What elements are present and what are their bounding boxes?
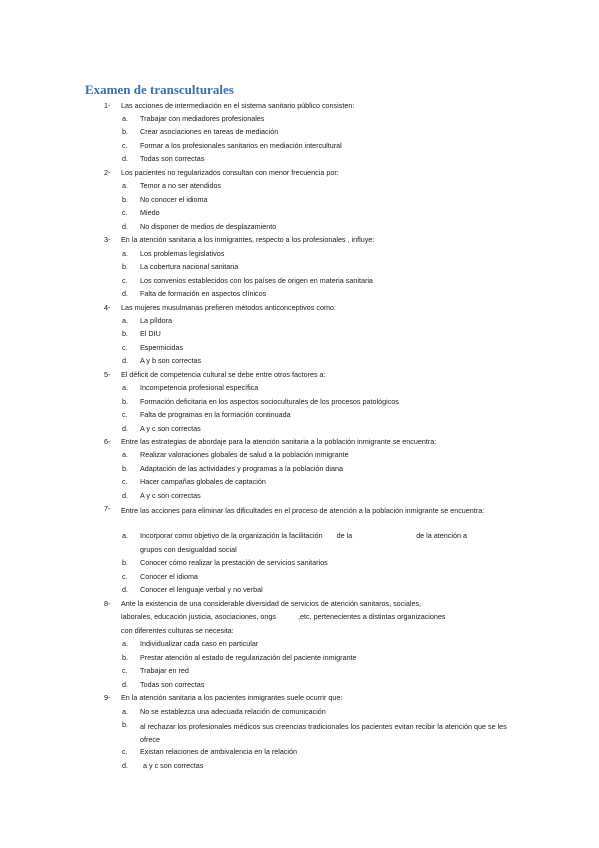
option-letter: c. [122,410,128,419]
question-text-continued [121,612,445,621]
option-text: No conocer el idioma [140,195,208,204]
option-text: Formar a los profesionales sanitarios en mediación intercultural [140,141,342,150]
option-text: Los convenios establecidos con los países de origen en materia sanitaria [140,276,373,285]
option-letter: d. [122,761,128,770]
option-text-part: Incorporar como objetivo de la organización la facilitación [140,531,323,540]
option-letter: d. [122,585,128,594]
option-text: Falta de formación en aspectos clínicos [140,289,267,298]
option-letter: c. [122,276,128,285]
option-letter: b. [122,720,128,729]
option-text: Crear asociaciones en tareas de mediación [140,127,279,136]
option-text: No se establezca una adecuada relación de comunicación [140,707,326,716]
option-text: La píldora [140,316,172,325]
question-number: 5- [104,370,111,379]
option-letter: d. [122,222,128,231]
option-letter: d. [122,680,128,689]
option-text-continued: grupos con desigualdad social [140,545,237,554]
question-text: Los pacientes no regularizados consultan con menor frecuencia por: [121,168,339,177]
option-letter: a. [122,383,128,392]
option-text: Todas son correctas [140,154,205,163]
option-text: Falta de programas en la formación continuada [140,410,291,419]
option-text: Conocer el lenguaje verbal y no verbal [140,585,263,594]
option-text: Conocer cómo realizar la prestación de servicios sanitarios [140,558,328,567]
option-letter: d. [122,154,128,163]
question-text: El déficit de competencia cultural se debe entre otros factores a: [121,370,326,379]
option-letter: a. [122,531,128,540]
option-letter: a. [122,316,128,325]
question-text: Las acciones de intermediación en el sistema sanitario público consisten: [121,101,355,110]
question-text: Las mujeres musulmanas prefieren métodos anticonceptivos como: [121,303,336,312]
option-letter: a. [122,707,128,716]
option-letter: c. [122,208,128,217]
option-text: A y c son correctas [140,424,201,433]
option-letter: d. [122,491,128,500]
question-text: En la atención sanitaria a los pacientes inmigrantes suele ocurrir que: [121,693,343,702]
question-text: En la atención sanitaria a los inmigrantes, respecto a los profesionales , influye: [121,235,375,244]
option-letter: b. [122,558,128,567]
option-letter: b. [122,397,128,406]
option-text: A y c son correctas [140,491,201,500]
option-text: Individualizar cada caso en particular [140,639,259,648]
option-letter: c. [122,572,128,581]
option-text: Adaptación de las actividades y programas a la población diana [140,464,343,473]
option-text [140,531,467,540]
option-text: No disponer de medios de desplazamiento [140,222,277,231]
option-text: Trabajar con mediadores profesionales [140,114,265,123]
option-letter: b. [122,464,128,473]
option-text: Hacer campañas globales de captación [140,477,266,486]
question-number: 6- [104,437,111,446]
question-number: 7- [104,504,111,513]
option-letter: b. [122,329,128,338]
question-text-part: ,etc, pertenecientes a distintas organizaciones [298,612,446,621]
option-letter: c. [122,343,128,352]
option-text: A y b son correctas [140,356,202,365]
option-text: Espermicidas [140,343,184,352]
option-text: al rechazar los profesionales médicos sus creencias tradicionales los pacientes evitan recibir la atención que se les ofrece [140,722,507,744]
option-text: Los problemas legislativos [140,249,225,258]
question-text: Entre las estrategias de abordaje para la atención sanitaria a la población inmigrante se encuentra: [121,437,437,446]
option-letter: c. [122,477,128,486]
option-letter: b. [122,195,128,204]
option-text: Conocer el idioma [140,572,198,581]
option-text: a y c son correctas [143,761,204,770]
question-number: 3- [104,235,111,244]
question-number: 4- [104,303,111,312]
option-letter: c. [122,666,128,675]
option-letter: b. [122,653,128,662]
option-letter: d. [122,424,128,433]
option-text: Prestar atención al estado de regularización del paciente inmigrante [140,653,357,662]
question-number: 1- [104,101,111,110]
option-text-part: de la atención a [416,531,467,540]
question-text-continued: con diferentes culturas se necesita: [121,626,234,635]
option-text: Realizar valoraciones globales de salud a la población inmigrante [140,450,349,459]
option-text: Formación deficitaria en los aspectos socioculturales de los procesos patológicos [140,397,399,406]
option-letter: a. [122,114,128,123]
option-letter: a. [122,450,128,459]
option-letter: a. [122,639,128,648]
option-letter: a. [122,249,128,258]
option-letter: d. [122,289,128,298]
question-number: 9- [104,693,111,702]
question-number: 8- [104,599,111,608]
option-text: Todas son correctas [140,680,205,689]
option-letter: a. [122,181,128,190]
question-text: Entre las acciones para eliminar las dificultades en el proceso de atención a la población inmigrante se encuentra: [121,506,485,515]
question-text-part: laborales, educación justicia, asociaciones, ongs [121,612,277,621]
option-text: La cobertura nacional sanitaria [140,262,239,271]
option-text: Miedo [140,208,160,217]
option-letter: c. [122,747,128,756]
option-text: Incompetencia profesional específica [140,383,259,392]
option-text: Trabajar en red [140,666,189,675]
question-number: 2- [104,168,111,177]
option-letter: b. [122,262,128,271]
document-title: Examen de transculturales [85,82,234,97]
option-letter: c. [122,141,128,150]
question-text: Ante la existencia de una considerable diversidad de servicios de atención sanitaros, sociales, [121,599,422,608]
option-letter: d. [122,356,128,365]
option-text: El DIU [140,329,161,338]
option-text: Temor a no ser atendidos [140,181,222,190]
option-text: Existan relaciones de ambivalencia en la relación [140,747,298,756]
option-text-part: de la [336,531,353,540]
option-letter: b. [122,127,128,136]
